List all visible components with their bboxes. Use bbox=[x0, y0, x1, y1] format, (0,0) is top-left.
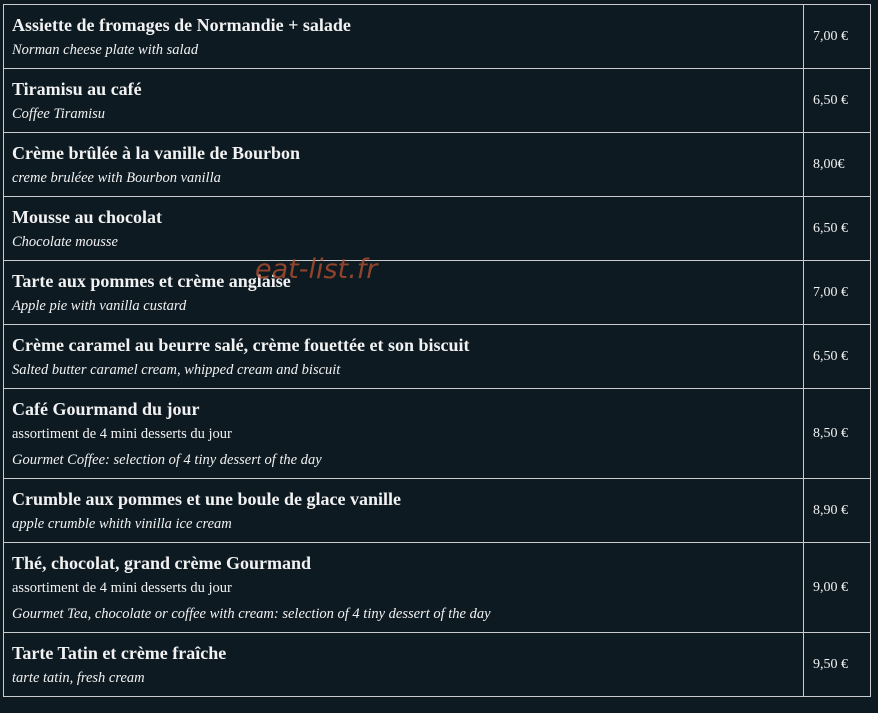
dish-english: Gourmet Tea, chocolate or coffee with cream: selection of 4 tiny dessert of the day bbox=[12, 606, 491, 622]
dish-cell bbox=[4, 261, 804, 325]
dish-french-description: assortiment de 4 mini desserts du jour bbox=[12, 426, 232, 442]
dish-name: Tarte Tatin et crème fraîche bbox=[12, 643, 227, 663]
dish-cell bbox=[4, 133, 804, 197]
dish-english: Coffee Tiramisu bbox=[12, 106, 106, 122]
dish-english: Apple pie with vanilla custard bbox=[12, 298, 187, 314]
dish-price: 8,90 € bbox=[804, 479, 871, 543]
dish-name: Tarte aux pommes et crème anglaise bbox=[12, 271, 291, 291]
dish-english: apple crumble whith vinilla ice cream bbox=[12, 516, 232, 532]
menu-row bbox=[4, 389, 871, 479]
dish-price: 9,50 € bbox=[804, 633, 871, 697]
dish-cell bbox=[4, 389, 804, 479]
dish-english: tarte tatin, fresh cream bbox=[12, 670, 145, 686]
menu-row bbox=[4, 133, 871, 197]
dish-name: Assiette de fromages de Normandie + salade bbox=[12, 15, 351, 35]
dish-french-description: assortiment de 4 mini desserts du jour bbox=[12, 580, 232, 596]
dish-english: Norman cheese plate with salad bbox=[12, 42, 199, 58]
dish-price: 8,00€ bbox=[804, 133, 871, 197]
menu-row bbox=[4, 479, 871, 543]
dish-price: 7,00 € bbox=[804, 5, 871, 69]
menu-row bbox=[4, 633, 871, 697]
dish-cell bbox=[4, 633, 804, 697]
dish-english: Chocolate mousse bbox=[12, 234, 118, 250]
dessert-menu-table bbox=[3, 4, 871, 697]
dish-name: Café Gourmand du jour bbox=[12, 399, 200, 419]
dish-name: Tiramisu au café bbox=[12, 79, 142, 99]
menu-row bbox=[4, 69, 871, 133]
dish-price: 7,00 € bbox=[804, 261, 871, 325]
dish-price: 6,50 € bbox=[804, 325, 871, 389]
dish-price: 8,50 € bbox=[804, 389, 871, 479]
dish-cell bbox=[4, 197, 804, 261]
dish-price: 9,00 € bbox=[804, 543, 871, 633]
dish-english: Salted butter caramel cream, whipped cream and biscuit bbox=[12, 362, 341, 378]
dish-name: Mousse au chocolat bbox=[12, 207, 162, 227]
menu-row bbox=[4, 197, 871, 261]
dish-cell bbox=[4, 543, 804, 633]
dish-cell bbox=[4, 325, 804, 389]
dish-english: Gourmet Coffee: selection of 4 tiny dessert of the day bbox=[12, 452, 322, 468]
menu-row bbox=[4, 543, 871, 633]
menu-row bbox=[4, 325, 871, 389]
watermark: eat-list.fr bbox=[255, 254, 378, 285]
dish-name: Crème caramel au beurre salé, crème fouettée et son biscuit bbox=[12, 335, 470, 355]
dish-english: creme bruléee with Bourbon vanilla bbox=[12, 170, 221, 186]
dish-name: Crème brûlée à la vanille de Bourbon bbox=[12, 143, 300, 163]
dish-name: Thé, chocolat, grand crème Gourmand bbox=[12, 553, 311, 573]
dish-cell bbox=[4, 479, 804, 543]
dish-cell bbox=[4, 69, 804, 133]
dish-price: 6,50 € bbox=[804, 69, 871, 133]
menu-row bbox=[4, 5, 871, 69]
menu-rows bbox=[4, 5, 871, 697]
menu-row bbox=[4, 261, 871, 325]
dish-price: 6,50 € bbox=[804, 197, 871, 261]
dish-name: Crumble aux pommes et une boule de glace vanille bbox=[12, 489, 401, 509]
dish-cell bbox=[4, 5, 804, 69]
